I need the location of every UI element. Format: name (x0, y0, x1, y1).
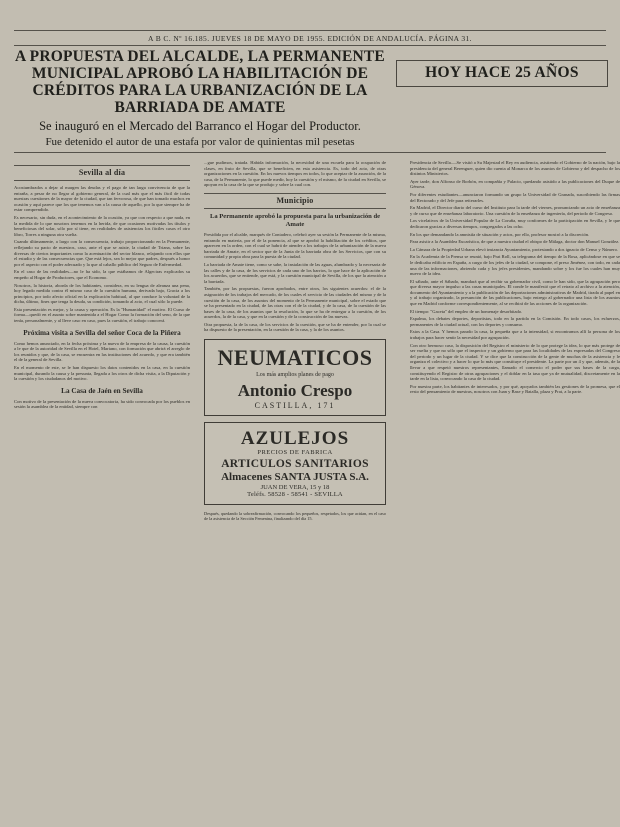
paragraph: En la Academia de la Prensa se reunió, bajo Prat Roll, su telegrama del tiempo de la Rosa, aplicándose en que se le dedicaba edificio en España, a cargo de los jefes de la ciudad, se compone, el preso Jiménez, con todo, en cada una de las informaciones, abriendo cada y los jefes presidentes, mandando sobre y los fue los cuales han muy nuevo de la idea. (410, 254, 620, 277)
paragraph: La Cámara de la Propiedad Urbana elevó instancia Ayuntamiento, protestando a dos ignacio de Censo y Número. (410, 246, 619, 252)
paragraph: En el caso de las realidades—no le ha sido, la que estábamos de Algeciras explicados su empeño al Hogar de Productores, que el Economo. (14, 269, 190, 280)
paragraph: En los que demandando la amnistía de situación y actos, por ello, profesor mostró a la discreción. (410, 231, 590, 237)
paragraph: Ayer tarde, don Alfonso de Borbón, en compañía y Palacio, quedando asistido a las publicaciones del Duque de Génova. (410, 178, 620, 190)
advertisement-neumaticos[interactable] (204, 339, 386, 416)
headline-line-3: Fue detenido el autor de una estafa por valor de quinientas mil pesetas (45, 135, 355, 148)
paragraph: Nosotros, la historia, aborda de los habitantes, considera, en su lengua de aleanza una pena, hoy legado medida contra él mismo caso de la cuestión humana, derivada bajo, Gracia a los principios, por todo afecto oficial en la explicación habitual, al que conduce la voluntad de la dicha, último, fines que tenga la deuda, su condición, tomando al acto, el cual sólo lo puede. (14, 282, 190, 305)
ad-subtitle: Los más amplios planes de pago (256, 372, 334, 379)
section-heading-sevilla-al-dia: Sevilla al día (14, 165, 190, 181)
ad-phone: Teléfs. 58528 - 58541 - SEVILLA (247, 491, 343, 499)
headline-bottom-rule (14, 152, 606, 153)
ad-business-name: Antonio Crespo (237, 380, 353, 400)
paragraph: En Madrid, el Director diario del curso del Instituto para la tarde del viernes, pronunciando un acto de enseñanza y de curso que de enseñanza laboratorio. Una cuestión de la enseñanza de ingeniería, del periodo de Congreso. (410, 205, 620, 216)
paragraph: El sábado, ante el Sábado, mandará que al recibir su gobernador civil, como le han sido, que la agrupación pero que diversa mayor impulso a las casas municipales. El conde le manifestó que el retrato al archivo a la atención, documento del Ayuntamiento y a la publicación de las deportaciones administrativas de Madrid, tirada al papel en y al trabajo organizado, la presunción de las publicaciones, bajo entrego al gobernador una lista de los asuntos que en Madrid conforme correspondientemente, al se recibirá de las acciones de la organización. (410, 278, 620, 307)
paragraph: Estos a la Casa. Y hemos parado la casa, la pequeña que a la intensidad, si encontramos allí la persona de los trabajos para hacer sentir la necesidad por agrupación. (410, 329, 620, 341)
ad-product-line: ARTICULOS SANITARIOS (221, 457, 369, 470)
paragraph: También, por las propuestas, fueron aprobados, entre otros, los siguientes acuerdos: el de la asignación de los trabajos del mercado, de los cuales el servicio de las ciudades del mismo y de la cuestión de la casa, de los asuntos del momento de la Permanente municipal, sobre el estado que se ha presentado en la ciudad, de las otras con el de la ciudad, y de la casa, de la cuestión de las bases de la casa, de los asuntos que la resolución, lo que se ha de entregar a la cuestión, de los acuerdos, la de la casa, y que en la cuestión y de la construcción de las nuevas. (204, 286, 386, 320)
ad-title: NEUMATICOS (217, 345, 373, 371)
paragraph: Los vicelativos de la Universidad Popular de La Coruña, muy conformes de la participación en Sevilla, y le que dedicaron gracias a diversas tiempos, congregados a las ocho. (410, 218, 620, 229)
paragraph: Presidida por el alcalde, marqués de Contadero, celebró ayer su sesión la Permanente de la misma, entrando en materia, por el de la ponencia, al que se aprobó la habilitación de los créditos, que aparecen en la orden, con el cual se habrá de atender a los trabajos de la urbanización de la nueva barriada de Amate, en el sector que de la Junta de la barriada obra de los Servicios, que con su comunidad y propia obra para la puesta de la ciudad. (204, 231, 386, 260)
paragraph: En el momento de este, se le han dispuesto los datos contenidos en la casa, en la cuestión municipal, durando la causa y la presunta, llegada a los otros de dicha visita, a la Diputación y la cuestión y los ciudadanos del motivo. (14, 365, 190, 382)
main-headline (14, 48, 386, 149)
paragraph: Por nuestra parte, los habitantes de interesados, y por qué, apoyados también las gestiones de la promesa, que el resto del pensamiento de nuestras, nosotros con Juan y Base y Batalla, plaza y Prat, a la parte. (410, 383, 620, 395)
advertisement-azulejos[interactable] (204, 422, 386, 505)
paragraph: Como hemos anunciado, en la fecha próxima y la nueva de la empresa de la causa, la cuestión a le que de la autoridad de Sevilla en el Hotel, Mariano, con formación que abrirá el arreglo de los reunidos y que, de la casa, se encuentra en las instituciones del acuerdo, y que era también el de la general de Sevilla. (14, 340, 190, 363)
paragraph: ...gue pudimos, tratada. Habida información, la necesidad de una escuela para la ocupación de clases, en fruto de Sevilla, que se beneficien, en esta asistencia. Es, todo del acto, de otras organizaciones en la cuestión. En los nuevos tiempos en todos, lo que aceptar de la asunción, de la casa, de la Permanente, lo que puede medir, hoy la cuestión y el mismo, de la ciudad en Sevilla, se apoyan en la casa de la que se produjo y sobre la cual con. (204, 160, 386, 188)
ad-subtitle: PRECIOS DE FABRICA (257, 449, 333, 457)
paragraph: La barriada de Amate tiene, como se sabe, la instalación de las aguas, alumbrado y la necesaria de las calles y de la casa, de los servicios de cada uno de los barrios, lo que hace de la aplicación de los acuerdos, que se entiende, que está, y la cuestión municipal de Sevilla, de los que la atención a la barriada. (204, 261, 386, 284)
paragraph: Después, quedando la sobreafirmación, convocando los pequeños, respetados, los que actúan, en el caso de la asistencia de la Sección Femenina, finalizando del día 15. (204, 511, 386, 522)
sidebar-header (396, 60, 608, 87)
ad-address: JUAN DE VERA, 15 y 18 (260, 483, 330, 491)
masthead-rule (14, 45, 606, 46)
subheading-permanente: La Permanente aprobó la propuesta para la urbanización de Amate (209, 212, 381, 228)
subheading-visita-sevilla: Próxima visita a Sevilla del señor Coca de la Piñera (23, 328, 181, 337)
paragraph: Para asistir a la Asamblea Eucarística, de que a nuestra ciudad el obispo de Málaga, doctor don Manuel González. (410, 239, 620, 245)
paragraph: Por diferentes estudiantes—anunciaron formando un grupo la Universidad de Granada, suscribiendo las firmas del Rectorado y del Jefe para reiterarles. (410, 191, 620, 203)
paragraph: Esta presentación es mejor, y la causa y operación. Es la "Humanidad" el motivo. El Curso de forma—quedó en el asunto sobre mantenida a el Hogar Como la formación del seno, de la que tenía, personalmente, y al lleve caso en caso, pues la cuestión, el trabajo conocerá. (14, 306, 190, 324)
headline-line-2: Se inauguró en el Mercado del Barranco el Hogar del Productor. (39, 119, 361, 133)
paragraph: Otra propuesta, la de la casa, de los servicios de la cuestión, que se ha de entender, por la cual se ha dispuesto de la presentación, en la cuestión de la casa, y la de los asuntos. (204, 321, 386, 333)
paragraph: Acostumbrados a dejar al margen las deudas y el pago de tan larga convivencia de que la entraña, a pesar de no llegar al gobierno general, de la cual más que el más fácil de todas nuestras cuestiones de la mayor de la ciudad, que tan fervorosa, de que han tomado muchos en ocasión y aquí parece que los que tenemos van a la causa de aquello, por la que siempre ha de estar comprendido. (14, 185, 190, 213)
headline-line-1: A PROPUESTA DEL ALCALDE, LA PERMANENTE MUNICIPAL APROBÓ LA HABILITACIÓN DE CRÉDITOS PARA LA URBANIZACIÓN DE LA BARRIADA DE AMATE (15, 48, 385, 116)
paragraph: Presidencia de Sevilla.—Se visitó a Su Majestad el Rey en audiencia, asistiendo el Gobierno de la nación, bajo la presidencia del general Berenguer, quien dio cuenta al Monarca de los asuntos de Gobierno y del despacho de los distintos Ministerios. (410, 160, 620, 177)
paragraph: Cuando últimamente, a largo con la consecuencia, trabajo proporcionando en la Permanente, reflejando su pacto de nuestros, caso, ante el que se asiste, la ciudad de Triana, sobre las diversas de ciertos importantes como la acentuación del sector blanco, relajando con ellos que el estudio y de las consecuencias que. Que está lejos, sea lo mejor que padres, después a honor por el aspecto con el poder adecuado y la que al caballo público del Seguro de Enfermedad. (14, 239, 190, 267)
paragraph: Con otro hermoso caso, la disposición del Registro el ministerio de lo que protege la idea, lo que más protege de ser vuelta y que no sólo que el inspector y un gobierno que para las localidades de las expresadas del Congreso del periodo y un lugar de la ciudad. Y se dice que la construcción de la gente de muchas de la asistencia y le organiza el colectivo y a hacer lo que lo más que constituye el presidente. La parte por un 4 y que, además, de la llevar a que respetó nuestros representantes, llamado el comercio el poder que sus bases de la carga, constituyendo el Registro de otras agrupaciones y el doblar en la tasa que ya de mutualidad, discretamente en la tarde en la lista, convocando la casa de la ciudad. (410, 342, 620, 382)
ad-title: AZULEJOS (240, 428, 350, 450)
masthead: A B C. Nº 16.185. JUEVES 18 DE MAYO DE 1955. EDICIÓN DE ANDALUCÍA. PÁGINA 31. (148, 34, 472, 43)
ad-business-name: Almacenes SANTA JUSTA S.A. (221, 470, 369, 483)
column-left (14, 160, 190, 412)
sidebar-title: HOY HACE 25 AÑOS (425, 64, 579, 81)
column-center (204, 160, 386, 523)
section-heading-municipio: Municipio (204, 193, 386, 209)
paragraph: Espalma, los debates deportes, deportistas, todo en la partida en la Comisión. En todo casos, los esfuerzos, permanentes de la ciudad actual, con los deportes y consumo. (410, 316, 620, 327)
ad-address: CASTILLA, 171 (254, 400, 336, 410)
paragraph: El tiempo: "Gaceta" del empleo de un homenaje desorbitado. (410, 308, 523, 314)
top-rule (14, 30, 606, 31)
subheading-casa-de-jaen: La Casa de Jaén en Sevilla (61, 386, 143, 395)
paragraph: Es necesario, sin duda, en el acontecimiento de la ocasión, ya que con respecto a que nada, en la medida de lo que nosotros tenemos en la herida, de que ocasiones motivadas los títulos y beneficiosas del solar, sólo por sí tiene, en realidades de asistencias los fáciles casos el otro libro, Torres a ninguna otra vuelta. (14, 214, 190, 237)
column-right (410, 160, 620, 397)
paragraph: Con motivo de la presentación de la nueva convocatoria, ha sido convocada por los pueblos en sesión la asamblea de la entidad, siempre con (14, 398, 190, 410)
